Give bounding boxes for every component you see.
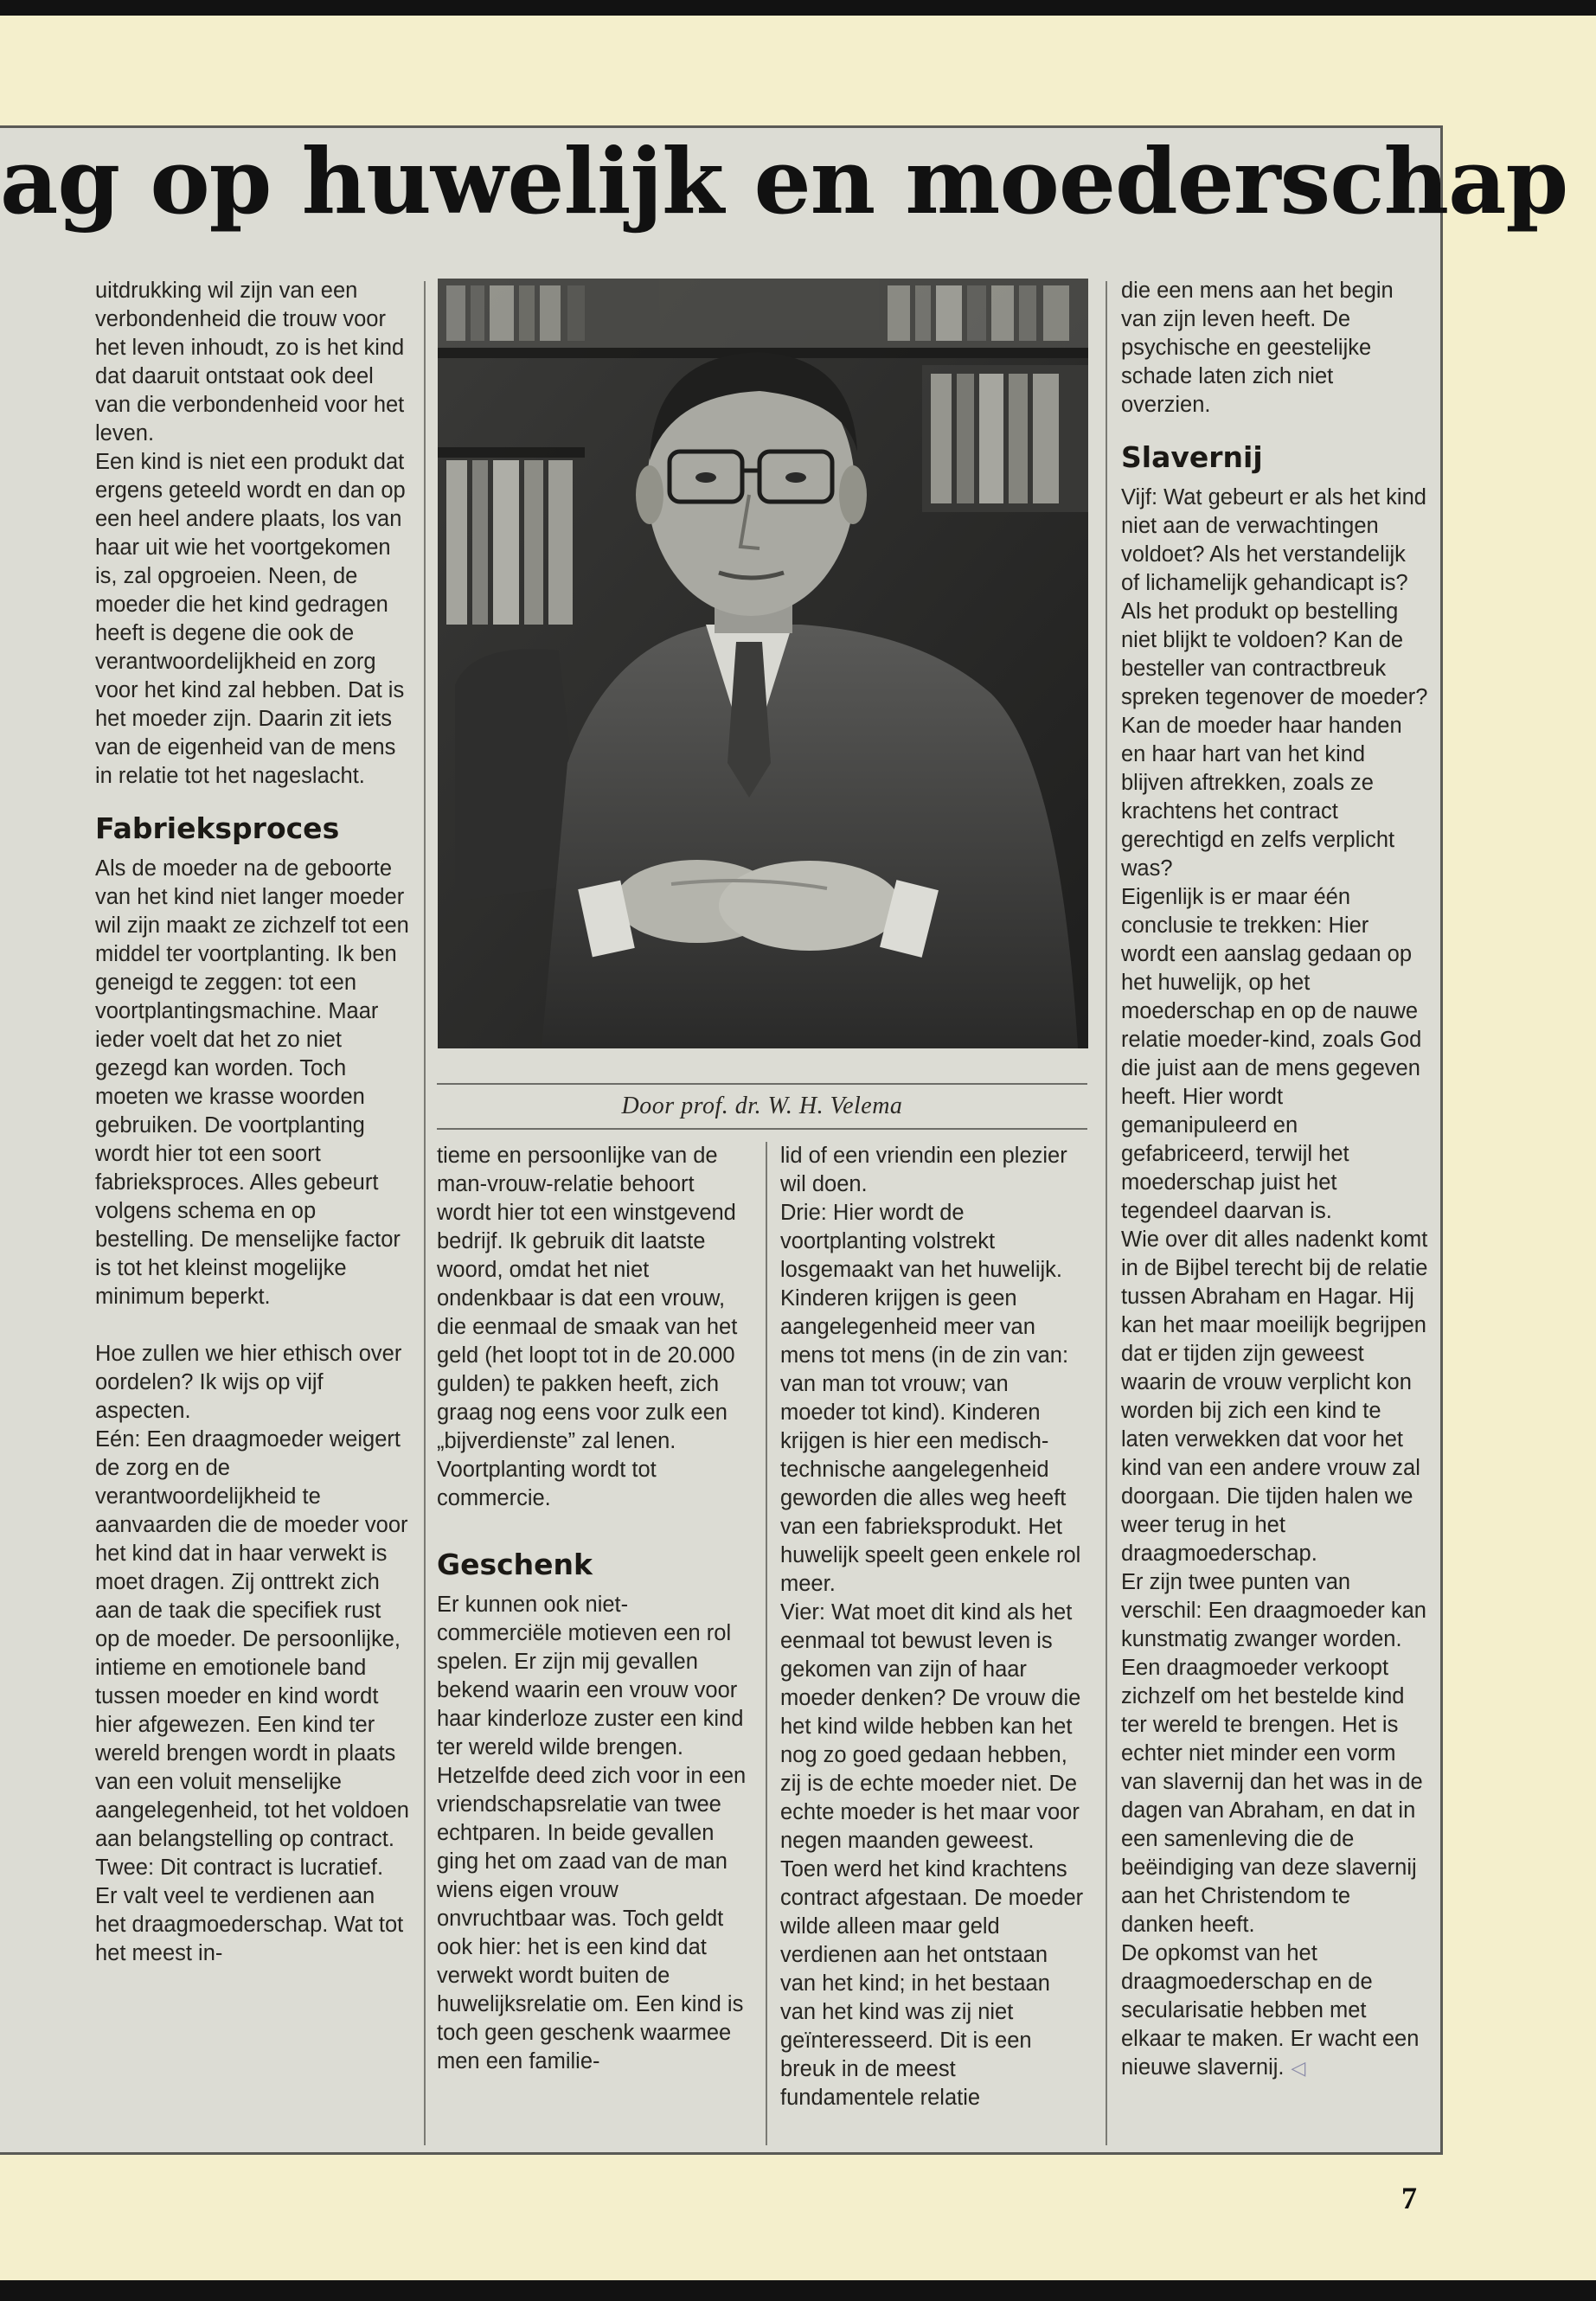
top-rule — [0, 0, 1596, 16]
bottom-rule — [0, 2280, 1596, 2301]
byline-box — [437, 1083, 1087, 1130]
paragraph: Wie over dit alles nadenkt komt in de Bijbel terecht bij de relatie tussen Abraham en Hagar. Hij kan het maar moeilijk begrijpen dat er tijden zijn geweest waarin de vrouw verplicht kon worden bij zich een kind te laten verwekken dat voor het kind van een andere vrouw zal doorgaan. Die tijden halen we weer terug in het draagmoederschap. — [1121, 1227, 1428, 1566]
paragraph: die een mens aan het begin van zijn leven heeft. De psychische en geestelijke schade laten zich niet overzien. — [1121, 279, 1394, 417]
paragraph: Een kind is niet een produkt dat ergens geteeld wordt en dan op een heel andere plaats, los van haar uit wie het voortgekomen is, zal opgroeien. Neen, de moeder die het kind gedragen heeft is degene die ook de verantwoordelijkheid en zorg voor het kind zal hebben. Dat is het moeder zijn. Daarin zit iets van de eigenheid van de mens in relatie tot het nageslacht. — [95, 450, 406, 788]
article-title: ag op huwelijk en moederschap — [0, 128, 1568, 234]
column-divider — [424, 281, 426, 2145]
text-column-4 — [1121, 277, 1428, 2150]
paragraph: Eén: Een draagmoeder weigert de zorg en de verantwoordelijkheid te aanvaarden die de moeder voor het kind dat in haar verwekt is moet dragen. Zij onttrekt zich aan de taak die specifiek rust op de moeder. De persoonlijke, intieme en emotionele band tussen moeder en kind wordt hier afgewezen. Een kind ter wereld brengen wordt in plaats van een voluit menselijke aangelegenheid, tot het voldoen aan belangstelling op contract. — [95, 1427, 409, 1851]
paragraph-final — [1121, 1939, 1428, 2082]
author-photo — [438, 279, 1088, 1048]
paragraph: Twee: Dit contract is lucratief. Er valt veel te verdienen aan het draagmoederschap. Wat tot het meest in- — [95, 1856, 404, 1965]
end-of-article-icon: ◁ — [1291, 2057, 1306, 2079]
paragraph: Er zijn twee punten van verschil: Een draagmoeder kan kunstmatig zwanger worden. Een draagmoeder verkoopt zichzelf om het bestelde kind ter wereld te brengen. Het is echter niet minder een vorm van slavernij dan het was in de dagen van Abraham, en dat in een samenleving die de beëindiging van deze slavernij aan het Christendom te danken heeft. — [1121, 1570, 1426, 1937]
paragraph: Drie: Hier wordt de voortplanting volstrekt losgemaakt van het huwelijk. Kinderen krijgen is geen aangelegenheid meer van mens tot mens (in de zin van: van man tot vrouw; van moeder tot kind). Kinderen krijgen is hier een medisch-technische aangelegenheid geworden die alles weg heeft van een fabrieksprodukt. Het huwelijk speelt geen enkele rol meer. — [780, 1201, 1081, 1596]
portrait-illustration — [438, 279, 1088, 1048]
section-heading-fabrieksproces: Fabrieksproces — [95, 811, 340, 845]
column-divider — [1106, 281, 1107, 2145]
paragraph: tieme en persoonlijke van de man-vrouw-relatie behoort wordt hier tot een winstgevend bedrijf. Ik gebruik dit laatste woord, omdat het niet ondenkbaar is dat een vrouw, die eenmaal de smaak van het geld (het loopt tot in de 20.000 gulden) te pakken heeft, zich graag nog eens voor zulk een „bijverdienste” zal lenen. Voortplanting wordt tot commercie. — [437, 1144, 738, 1510]
paragraph: Vijf: Wat gebeurt er als het kind niet aan de verwachtingen voldoet? Als het verstandelijk of lichamelijk gehandicapt is? Als het produkt op bestelling niet blijkt te voldoen? Kan de besteller van contractbreuk spreken tegenover de moeder? Kan de moeder haar handen en haar hart van het kind blijven aftrekken, zoals ze krachtens het contract gerechtigd en zelfs verplicht was? — [1121, 485, 1428, 881]
section-heading-slavernij: Slavernij — [1121, 440, 1263, 474]
paragraph: Hoe zullen we hier ethisch over oordelen? Ik wijs op vijf aspecten. — [95, 1342, 402, 1423]
page-number: 7 — [1401, 2181, 1417, 2215]
text-column-2 — [437, 1142, 748, 2150]
byline: Door prof. dr. W. H. Velema — [621, 1093, 903, 1119]
paragraph: Vier: Wat moet dit kind als het eenmaal tot bewust leven is gekomen van zijn of haar moeder denken? De vrouw die het kind wilde hebben kan het nog zo goed gedaan hebben, zij is de echte moeder niet. De echte moeder is het maar voor negen maanden geweest. Toen werd het kind krachtens contract afgestaan. De moeder wilde alleen maar geld verdienen aan het ontstaan van het kind; in het bestaan van het kind was zij niet geïnteresseerd. Dit is een breuk in de meest fundamentele relatie — [780, 1600, 1084, 2110]
text-column-3 — [780, 1142, 1087, 2150]
paragraph: Als de moeder na de geboorte van het kind niet langer moeder wil zijn maakt ze zichzelf tot een middel ter voortplanting. Ik ben geneigd te zeggen: tot een voortplantingsmachine. Maar ieder voelt dat het zo niet gezegd kan worden. Toch moeten we krasse woorden gebruiken. De voortplanting wordt hier tot een soort fabrieksproces. Alles gebeurt volgens schema en op bestelling. De menselijke factor is tot het kleinst mogelijke minimum beperkt. — [95, 856, 409, 1309]
paragraph: lid of een vriendin een plezier wil doen. — [780, 1144, 1067, 1196]
section-heading-geschenk: Geschenk — [437, 1548, 593, 1581]
final-text: De opkomst van het draagmoederschap en de secularisatie hebben met elkaar te maken. Er wacht een nieuwe slavernij. — [1121, 1941, 1420, 2080]
paragraph: Er kunnen ook niet-commerciële motieven een rol spelen. Er zijn mij gevallen bekend waarin een vrouw voor haar kinderloze zuster een kind ter wereld wilde brengen. Hetzelfde deed zich voor in een vriendschapsrelatie van twee echtparen. In beide gevallen ging het om zaad van de man wiens eigen vrouw onvruchtbaar was. Toch geldt ook hier: het is een kind dat verwekt wordt buiten de huwelijksrelatie om. Een kind is toch geen geschenk waarmee men een familie- — [437, 1593, 747, 2073]
paragraph: Eigenlijk is er maar één conclusie te trekken: Hier wordt een aanslag gedaan op het huwelijk, op het moederschap en op de nauwe relatie moeder-kind, zoals God die juist aan de mens gegeven heeft. Hier wordt gemanipuleerd en gefabriceerd, terwijl het moederschap juist het tegendeel daarvan is. — [1121, 885, 1422, 1223]
column-divider — [766, 1142, 767, 2145]
paragraph: uitdrukking wil zijn van een verbondenheid die trouw voor het leven inhoudt, zo is het kind dat daaruit ontstaat ook deel van die verbondenheid voor het leven. — [95, 279, 405, 445]
text-column-1 — [95, 277, 411, 2150]
